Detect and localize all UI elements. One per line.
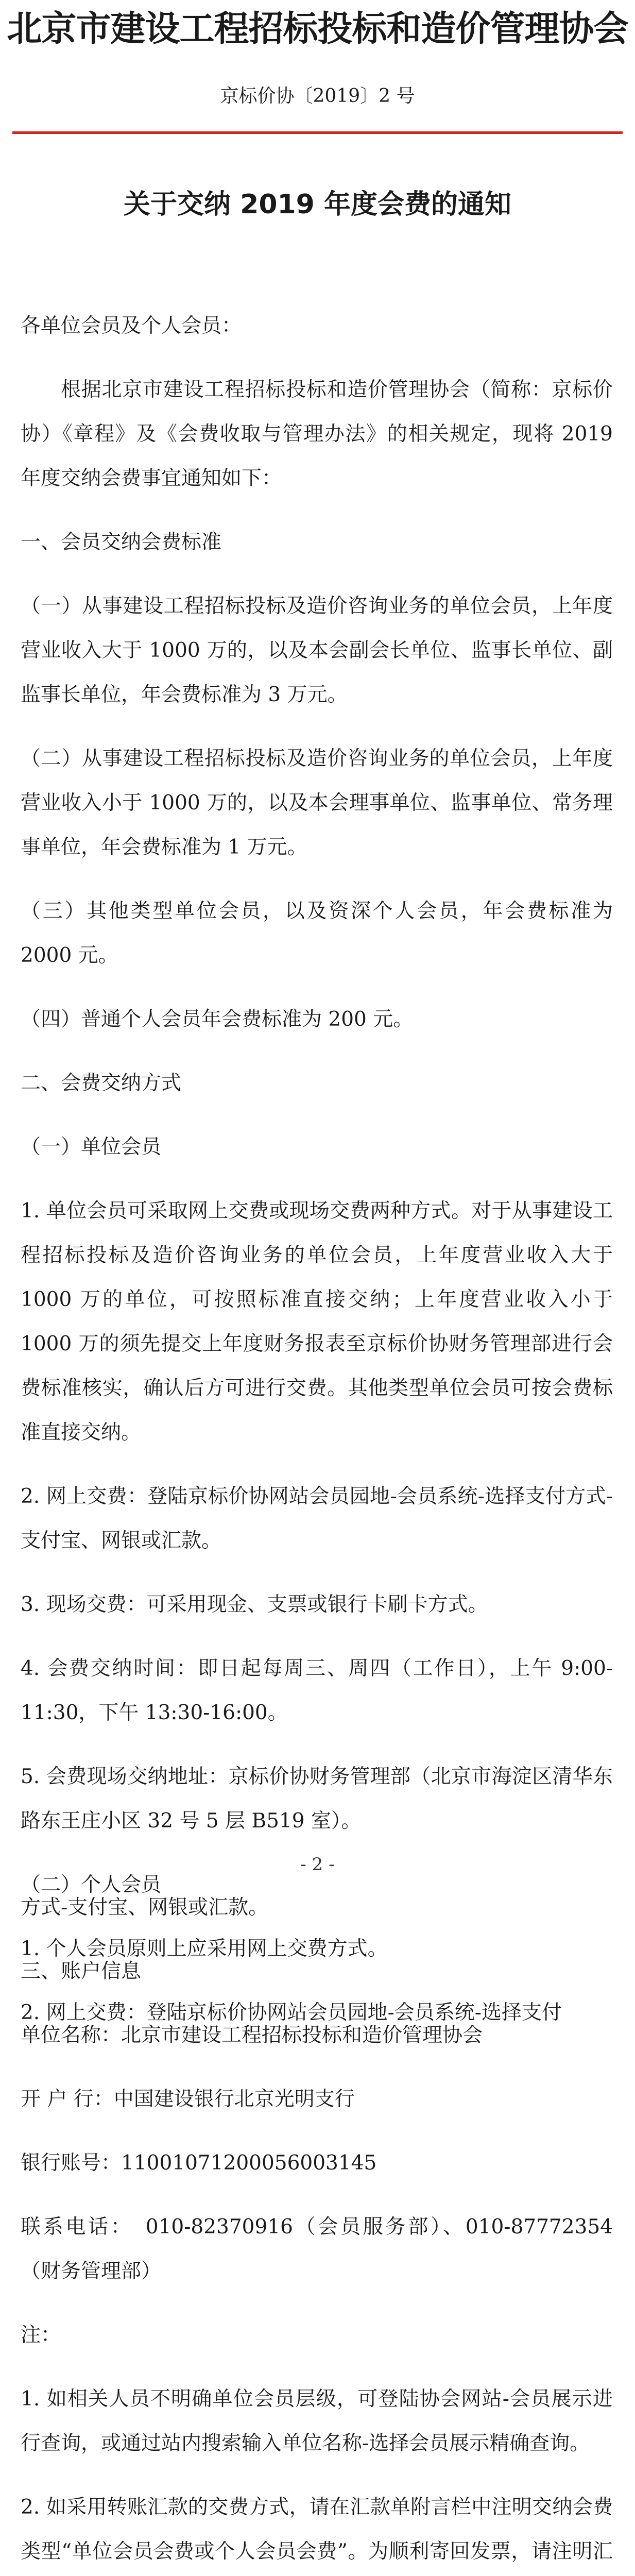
- account-number: 银行账号：11001071200056003145: [21, 2151, 377, 2175]
- account-name: 单位名称：北京市建设工程招标投标和造价管理协会: [21, 2024, 483, 2047]
- body-text-page1: [21, 304, 613, 2035]
- contact-phone: 联系电话： 010-82370916（会员服务部）、010-87772354（财务管理部）: [21, 2215, 613, 2283]
- fee-standard-item-1: （一）从事建设工程招标投标及造价咨询业务的单位会员，上年度营业收入大于 1000 万的，以及本会副会长单位、监事长单位、副监事长单位，年会费标准为 3 万元。: [21, 595, 613, 706]
- unit-member-item-4: 4. 会费交纳时间：即日起每周三、周四（工作日），上午 9:00-11:30，下午 13:30-16:00。: [21, 1657, 613, 1724]
- unit-member-item-5: 5. 会费现场交纳地址：京标价协财务管理部（北京市海淀区清华东路东王庄小区 32 号 5 层 B519 室）。: [21, 1765, 613, 1833]
- section2-heading: 二、会费交纳方式: [21, 1072, 182, 1095]
- individual-member-subheading: （二）个人会员: [21, 1873, 162, 1896]
- individual-member-item-2-part2: 方式-支付宝、网银或汇款。: [21, 1896, 269, 1919]
- org-header: 北京市建设工程招标投标和造价管理协会: [7, 9, 628, 49]
- intro-paragraph: 根据北京市建设工程招标投标和造价管理协会（简称：京标价协）《章程》及《会费收取与管理办法》的相关规定，现将 2019 年度交纳会费事宜通知如下：: [21, 378, 613, 490]
- body-text-page2: [21, 1886, 613, 2576]
- section3-heading: 三、账户信息: [21, 1960, 142, 1983]
- section1-heading: 一、会员交纳会费标准: [21, 531, 222, 554]
- fee-standard-item-2: （二）从事建设工程招标投标及造价咨询业务的单位会员，上年度营业收入小于 1000 万的，以及本会理事单位、监事单位、常务理事单位，年会费标准为 1 万元。: [21, 747, 613, 859]
- doc-title: 关于交纳 2019 年度会费的通知: [124, 189, 511, 220]
- salutation: 各单位会员及个人会员：: [21, 314, 242, 337]
- unit-member-item-1: 1. 单位会员可采取网上交费或现场交费两种方式。对于从事建设工程招标投标及造价咨询业务的单位会员，上年度营业收入大于 1000 万的单位，可按照标准直接交纳；上年度营业收入小于 1000 万的须先提交上年度财务报表至京标价协财务管理部进行会费标准核实，确认后方可进行交费。其他类型单位会员可按会费标准直接交纳。: [21, 1199, 613, 1444]
- page-number: - 2 -: [300, 1854, 335, 1875]
- note-2: 2. 如采用转账汇款的交费方式，请在汇款单附言栏中注明交纳会费类型“单位会员会费或个人会员会费”。为顺利寄回发票，请注明汇: [21, 2496, 613, 2563]
- doc-number: 京标价协〔2019〕2 号: [220, 86, 415, 107]
- note-1: 1. 如相关人员不明确单位会员层级，可登陆协会网站-会员展示进行查询，或通过站内搜索输入单位名称-选择会员展示精确查询。: [21, 2387, 613, 2455]
- unit-member-subheading: （一）单位会员: [21, 1136, 162, 1159]
- header-red-rule: [12, 131, 623, 134]
- fee-standard-item-3: （三）其他类型单位会员，以及资深个人会员，年会费标准为 2000 元。: [21, 900, 613, 967]
- bank-name: 开 户 行：中国建设银行北京光明支行: [21, 2088, 355, 2111]
- unit-member-item-3: 3. 现场交费：可采用现金、支票或银行卡刷卡方式。: [21, 1593, 488, 1616]
- individual-member-item-2-part1: 2. 网上交费：登陆京标价协网站会员园地-会员系统-选择支付: [21, 2001, 562, 2024]
- individual-member-item-1: 1. 个人会员原则上应采用网上交费方式。: [21, 1937, 388, 1960]
- unit-member-item-2: 2. 网上交费：登陆京标价协网站会员园地-会员系统-选择支付方式-支付宝、网银或汇款。: [21, 1485, 613, 1552]
- notes-heading: 注：: [21, 2324, 61, 2347]
- fee-standard-item-4: （四）普通个人会员年会费标准为 200 元。: [21, 1008, 414, 1031]
